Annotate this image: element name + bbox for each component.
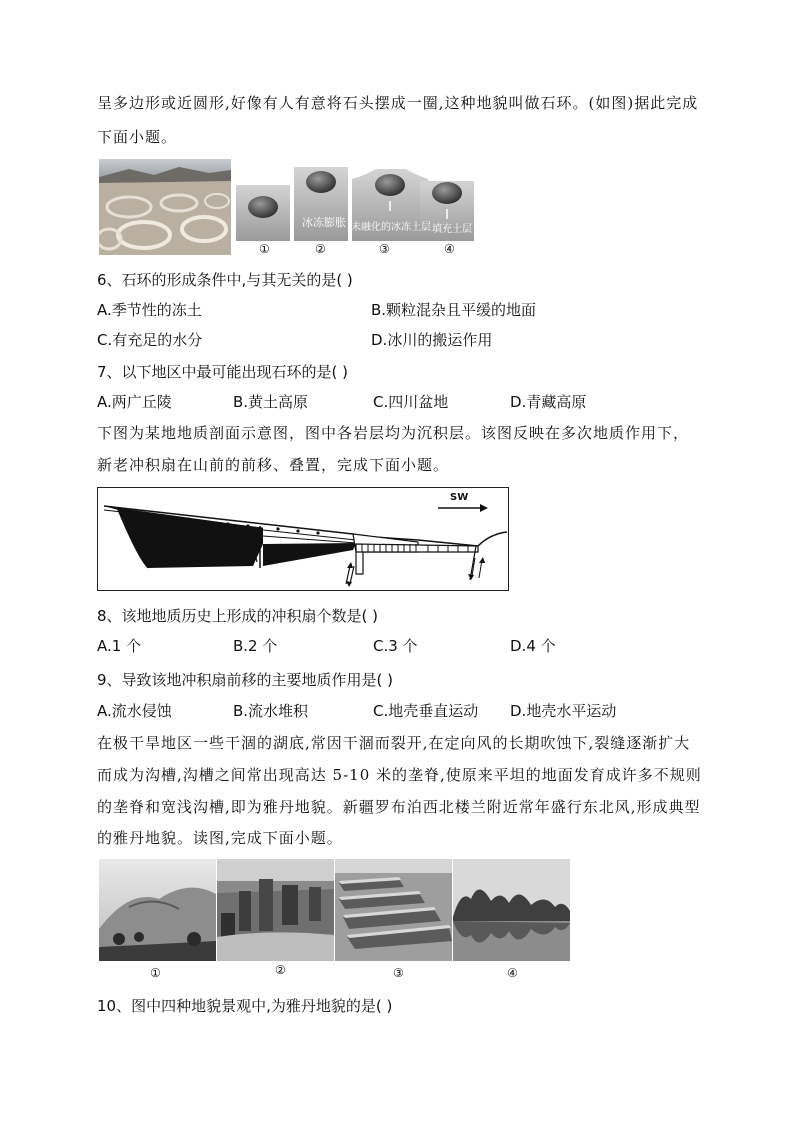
q8-option-a: A.1 个	[97, 637, 142, 655]
photo-3-yardang	[335, 859, 452, 961]
landform-photos	[99, 859, 570, 961]
sw-direction-label: SW	[450, 492, 469, 503]
q7-option-d: D.青藏高原	[510, 393, 587, 411]
q6-stem: 6、石环的形成条件中,与其无关的是( )	[97, 271, 353, 289]
q6-option-b: B.颗粒混杂且平缓的地面	[371, 301, 537, 319]
intro3-line-3: 的垄脊和宽浅沟槽,即为雅丹地貌。新疆罗布泊西北楼兰附近常年盛行东北风,形成典型	[97, 798, 701, 816]
stone-ring-stages-diagram	[236, 167, 474, 241]
q9-option-d: D.地壳水平运动	[510, 702, 617, 720]
photo-2-sea-stacks	[217, 859, 334, 961]
intro2-line-2: 新老冲积扇在山前的前移、叠置，完成下面小题。	[97, 456, 450, 474]
intro3-line-1: 在极干旱地区一些干涸的湖底,常因干涸而裂开,在定向风的长期吹蚀下,裂缝逐渐扩大	[97, 734, 691, 752]
geologic-section-diagram	[97, 487, 509, 591]
q9-stem: 9、导致该地冲积扇前移的主要地质作用是( )	[97, 671, 394, 689]
stone-ring-photo	[99, 159, 231, 255]
photo-1-dunes	[99, 859, 216, 961]
q7-option-a: A.两广丘陵	[97, 393, 172, 411]
fig3-num-2: ②	[275, 963, 286, 977]
label-fill-layer: 填充土层	[432, 224, 472, 235]
intro-line-1: 呈多边形或近圆形,好像有人有意将石头摆成一圈,这种地貌叫做石环。(如图)据此完成	[97, 94, 699, 112]
label-unfrozen-layer: 未融化的冰冻土层	[351, 222, 431, 233]
q6-option-d: D.冰川的搬运作用	[371, 331, 493, 349]
q9-option-b: B.流水堆积	[233, 702, 309, 720]
photo-4-karst	[453, 859, 570, 961]
q7-option-c: C.四川盆地	[373, 393, 449, 411]
q6-option-a: A.季节性的冻土	[97, 301, 202, 319]
q7-option-b: B.黄土高原	[233, 393, 309, 411]
q9-option-a: A.流水侵蚀	[97, 702, 172, 720]
fig1-num-2: ②	[315, 242, 326, 256]
fig3-num-4: ④	[507, 966, 518, 980]
fig3-num-1: ①	[150, 966, 161, 980]
q7-stem: 7、以下地区中最可能出现石环的是( )	[97, 363, 349, 381]
q10-stem: 10、图中四种地貌景观中,为雅丹地貌的是( )	[97, 997, 393, 1015]
intro3-line-4: 的雅丹地貌。读图,完成下面小题。	[97, 829, 343, 847]
fig3-num-3: ③	[393, 966, 404, 980]
intro-line-2: 下面小题。	[97, 128, 178, 146]
q6-option-c: C.有充足的水分	[97, 331, 203, 349]
intro3-line-2: 而成为沟槽,沟槽之间常出现高达 5-10 米的垄脊,使原来平坦的地面发育成许多不规则	[97, 766, 702, 784]
intro2-line-1: 下图为某地地质剖面示意图，图中各岩层均为沉积层。该图反映在多次地质作用下，	[97, 424, 690, 442]
q8-stem: 8、该地地质历史上形成的冲积扇个数是( )	[97, 607, 379, 625]
q8-option-c: C.3 个	[373, 637, 418, 655]
fig1-num-4: ④	[444, 242, 455, 256]
q9-option-c: C.地壳垂直运动	[373, 702, 479, 720]
q8-option-b: B.2 个	[233, 637, 278, 655]
fig1-num-1: ①	[259, 242, 270, 256]
q8-option-d: D.4 个	[510, 637, 556, 655]
fig1-num-3: ③	[379, 242, 390, 256]
label-frost-heave: 冰冻膨胀	[302, 216, 346, 229]
